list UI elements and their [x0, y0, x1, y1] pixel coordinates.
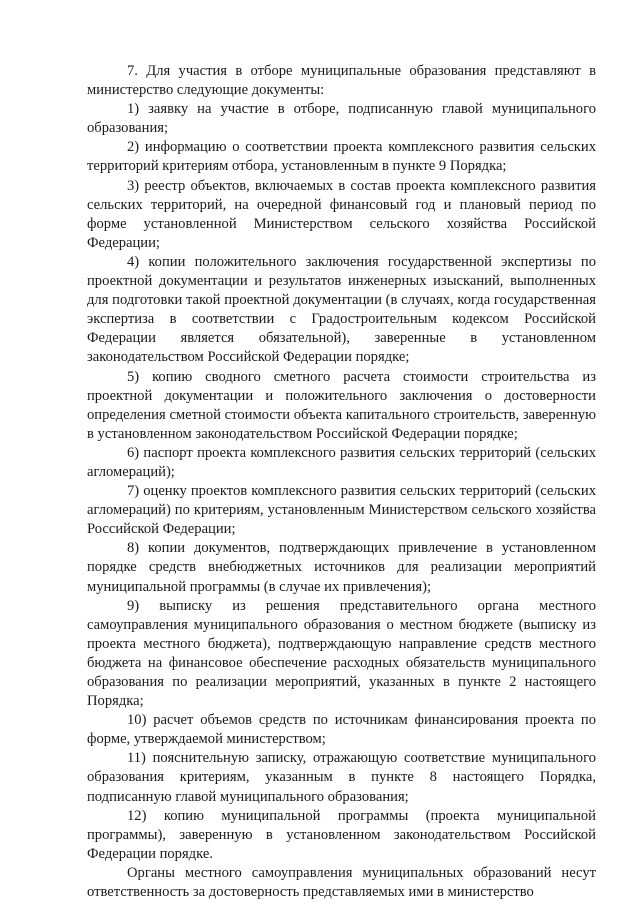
paragraph-item-7: 7. Для участия в отборе муниципальные образования представляют в министерство следующие документы: — [87, 63, 596, 99]
paragraph-subitem-10: 10) расчет объемов средств по источникам финансирования проекта по форме, утверждаемой министерством; — [87, 712, 596, 748]
paragraph-subitem-12: 12) копию муниципальной программы (проекта муниципальной программы), заверенную в установленном законодательством Российской Федерации порядке. — [87, 807, 596, 862]
paragraph-subitem-7: 7) оценку проектов комплексного развития сельских территорий (сельских агломераций) по критериям, установленным Министерством сельского хозяйства Российской Федерации; — [87, 483, 596, 538]
paragraph-subitem-11: 11) пояснительную записку, отражающую соответствие муниципального образования критериям, указанным в пункте 8 настоящего Порядка, подписанную главой муниципального образования; — [87, 750, 596, 805]
paragraph-subitem-9: 9) выписку из решения представительного органа местного самоуправления муниципального образования о местном бюджете (выписку из проекта местного бюджета), подтверждающую направление средств местного бюджета на финансовое обеспечение расходных обязательств муниципального образования по реализации мероприятий, указанных в пункте 2 настоящего Порядка; — [87, 597, 596, 710]
paragraph-subitem-6: 6) паспорт проекта комплексного развития сельских территорий (сельских агломераций); — [87, 444, 596, 480]
paragraph-subitem-2: 2) информацию о соответствии проекта комплексного развития сельских территорий критериям отбора, установленным в пункте 9 Порядка; — [87, 139, 596, 175]
paragraph-subitem-5: 5) копию сводного сметного расчета стоимости строительства из проектной документации и положительного заключения о достоверности определения сметной стоимости объекта капитального строительств, заверенную в установленном законодательством Российской Федерации порядке; — [87, 368, 596, 442]
document-page — [87, 62, 596, 902]
paragraph-subitem-4: 4) копии положительного заключения государственной экспертизы по проектной документации и результатов инженерных изысканий, выполненных для подготовки такой проектной документации (в случаях, когда государственная экспертиза в соответствии с Градостроительным кодексом Российской Федерации является обязательной), заверенные в установленном законодательством Российской Федерации порядке; — [87, 253, 596, 366]
paragraph-subitem-1: 1) заявку на участие в отборе, подписанную главой муниципального образования; — [87, 101, 596, 137]
paragraph-responsibility: Органы местного самоуправления муниципальных образований несут ответственность за достоверность представляемых ими в министерство — [87, 864, 596, 901]
paragraph-subitem-3: 3) реестр объектов, включаемых в состав проекта комплексного развития сельских территорий, на очередной финансовый год и плановый период по форме установленной Министерством сельского хозяйства Российской Федерации; — [87, 177, 596, 251]
paragraph-subitem-8: 8) копии документов, подтверждающих привлечение в установленном порядке средств внебюджетных источников для реализации мероприятий муниципальной программы (в случае их привлечения); — [87, 540, 596, 595]
